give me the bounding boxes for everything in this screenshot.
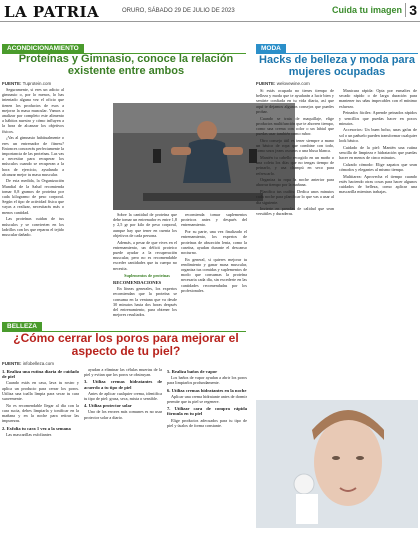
paragraph: Uno de los errores más comunes es no usar protector solar a diario. [84, 409, 162, 420]
page-number: 3 [405, 3, 417, 17]
paragraph: Si estás ocupada no tienes tiempo de belleza y moda que te ayudarán a lucir bien y sentirte confiada en tu vida diaria, así que aquí te dejamos algunos consejos que puedes probar. [256, 88, 334, 114]
step-heading: 6. Utiliza cremas hidratantes en la noche [167, 387, 247, 393]
paragraph: Planifica tus outfits: Dedica unos minutos cada noche para planificar lo que vas a usar al día siguiente. [256, 189, 334, 205]
article1-source [2, 81, 51, 86]
paragraph: Antes de aplicar cualquier crema, identifica tu tipo de piel: grasa, seca, mixta o sensible. [84, 390, 162, 402]
paragraph: Cuando se trata de maquillaje, elige productos multifunción que te ahorren tiempo, como una crema con color o un labial que puedas usar también como rubor. [256, 115, 334, 137]
article3-source [2, 361, 54, 366]
paragraph: Manicura rápida: Opta por esmaltes de secado rápido o de larga duración para mantener tus uñas impecables con el mínimo esfuerzo. [339, 88, 417, 109]
newspaper-title: LA PATRIA [4, 3, 100, 21]
paragraph: Accesorios: Un buen bolso, unas gafas de sol o un pañuelo pueden transformar cualquier look básico. [339, 127, 417, 143]
paragraph: Las mascarillas exfoliantes [6, 431, 52, 437]
source-value: welovewine.com [276, 81, 310, 86]
article1-column-3 [181, 212, 247, 322]
step-heading: 4. Utiliza protector solar [84, 403, 132, 409]
paragraph: Organiza tu ropa la noche anterior para ahorrar tiempo por la mañana. [256, 177, 334, 188]
section-tag-acondicionamiento: ACONDICIONAMIENTO [2, 44, 84, 54]
paragraph: En líneas generales, los expertos recomiendan que la proteína se consuma en la ventana que va desde 30 minutos hasta dos horas después del entrenamiento, para obtener los mejores resultados. [113, 286, 177, 318]
step-heading: 2. Exfolia tu cara 1 vez a la semana [2, 425, 71, 431]
paragraph: ¿Vas al gimnasio habitualmente o eres un entrenador de fitness? Entonces conocerás perfectamente la importancia de las proteínas. Las vas a necesitar para recuperar los músculos cuando se recuperan a la hora de ejercicio, ayudando a alcanzar mejor tu masa muscular. [2, 135, 64, 177]
issue-date: ORURO, SÁBADO 29 DE JULIO DE 2023 [122, 8, 235, 14]
skincare-photo [256, 400, 418, 528]
article1-column-2 [113, 212, 177, 322]
paragraph: Mantén tu cabello recogido en un moño o una coleta los días que no tengas tiempo de peinarlo, y usa champú en seco para refrescarlo. [256, 154, 334, 176]
section-title: Cuida tu imagen [331, 5, 402, 15]
paragraph: Invierte en prendas de calidad que sean versátiles y duraderas. [256, 206, 334, 217]
article2-headline: Hacks de belleza y moda para mujeres ocupadas [259, 54, 415, 78]
article1-column-1 [2, 87, 64, 332]
article3-headline: ¿Cómo cerrar los poros para mejorar el aspecto de tu piel? [13, 331, 239, 358]
paragraph: Sobre la cantidad de proteína que debe tomar un entrenador es entre 1,8 y 2,5 gr por kilo de peso corporal, aunque hay que tener en cuenta los objetivos de cada persona. [113, 212, 177, 238]
paragraph: Además, a pesar de que vives en el entrenamiento, un déficit proteico puede ayudar a la recuperación muscular, pero no es recomendable exceder cantidades que tu cuerpo no necesita. [113, 239, 177, 271]
paragraph: En general, si quieres mejorar tu rendimiento y ganar masa muscular, organiza tus comidas y suplementos de modo que consumas la proteína necesaria cada día, sin excederte en las cantidades recomendadas por los profesionales. [181, 256, 247, 293]
section-tag-moda: MODA [256, 44, 286, 54]
paragraph: Elige productos adecuados para tu tipo de piel y úsalos de forma constante. [167, 417, 247, 428]
subheading-supplements: Suplementos de proteínas [124, 272, 170, 278]
paragraph: Cuando estás en casa, lava tu rostro y aplica un producto para cerrar los poros. Utiliza una toalla limpia para secar tu cara suavemente. [2, 380, 79, 402]
article2-column-2 [339, 88, 417, 394]
step-heading: 7. Utilizar cara de compra rápida fórmula en tu piel [167, 406, 247, 417]
article3-column-2 [84, 367, 162, 532]
source-label: FUENTE: [256, 81, 276, 86]
article1-headline: Proteínas y Gimnasio, conoce la relación existente entre ambos [18, 53, 234, 77]
article3-column-3 [167, 367, 247, 532]
subheading-recommendations: RECOMENDACIONES [113, 279, 162, 285]
paragraph: No es recomendable llegar al día con la cara sucia, debes limpiarla y tonificar en la mañana y en la noche para retirar las impurezas. [2, 402, 79, 424]
paragraph: Seguramente, si eres un adicto al gimnasio o, por lo menos, lo has intentado alguna vez el oficio que tienen los productos de esos a mejorar la masa muscular. Vamos a analizar por completo este alimento a hábitos nuestro y cómo influyen a la hora de alcanzar los objetivos físicos. [2, 87, 64, 134]
masthead [0, 0, 420, 22]
step-heading: 5. Realiza baños de vapor [167, 369, 218, 374]
paragraph: Aplicar una crema hidratante antes de dormir permite que tu piel se regenere. [167, 393, 247, 405]
paragraph: Las proteínas cuidan de tus músculos y se convierten en los ladrillos con los que reparas el tejido muscular dañado. [2, 216, 64, 237]
step-heading: 3. Utiliza cremas hidratantes de acuerdo a tu tipo de piel [84, 379, 162, 390]
paragraph: Por su parte, una vez finalizado el entrenamiento, los expertos de proteínas de absorción lenta, como la caseína, ayudan durante el descanso nocturno. [181, 229, 247, 255]
section-tag-belleza: BELLEZA [2, 322, 42, 332]
paragraph: Multitarea: Aprovecha el tiempo cuando estés haciendo otras cosas para hacer algunos cuidados de belleza, como aplicar una mascarilla mientras trabajas. [339, 173, 417, 195]
skincare-illustration [256, 400, 418, 528]
paragraph: De esta medida, la Organización Mundial de la Salud recomienda tomar 0,8 gramos de proteína por cada kilogramo de peso corporal. Según el tipo de actividad física que vayas a realizar, necesitarás más o menos cantidad. [2, 178, 64, 215]
paragraph: Los baños de vapor ayudan a abrir los poros para limpiarlos profundamente. [167, 375, 247, 386]
article2-column-1 [256, 88, 334, 394]
paragraph: Cuidado de la piel: Mantén una rutina sencilla de limpieza e hidratación que puedas hacer en menos de cinco minutos. [339, 144, 417, 160]
source-value: Tuprotein.com [22, 81, 52, 86]
paragraph: recomienda tomar suplementos proteicos antes y después del entrenamiento. [181, 212, 247, 228]
article3-column-1 [2, 367, 79, 532]
paragraph: Otro consejo útil es tener siempre a mano un básico de ropa que combine con todo, como unos jeans oscuros o una blusa blanca. [256, 137, 334, 154]
source-value: infobelleza.com [22, 361, 55, 366]
source-label: FUENTE: [2, 361, 22, 366]
paragraph: Peinados fáciles: Aprende peinados rápidos y sencillos que puedas hacer en pocos minutos. [339, 110, 417, 126]
source-label: FUENTE: [2, 81, 22, 86]
paragraph: ayudan a eliminar las células muertas de la piel y evitan que los poros se obstruyan. [84, 367, 162, 378]
article2-source [256, 81, 310, 86]
step-heading: 1. Realiza una rutina diaria de cuidado de piel [2, 369, 79, 380]
paragraph: Calzado cómodo: Elige zapatos que sean cómodos y elegantes al mismo tiempo. [339, 161, 417, 172]
